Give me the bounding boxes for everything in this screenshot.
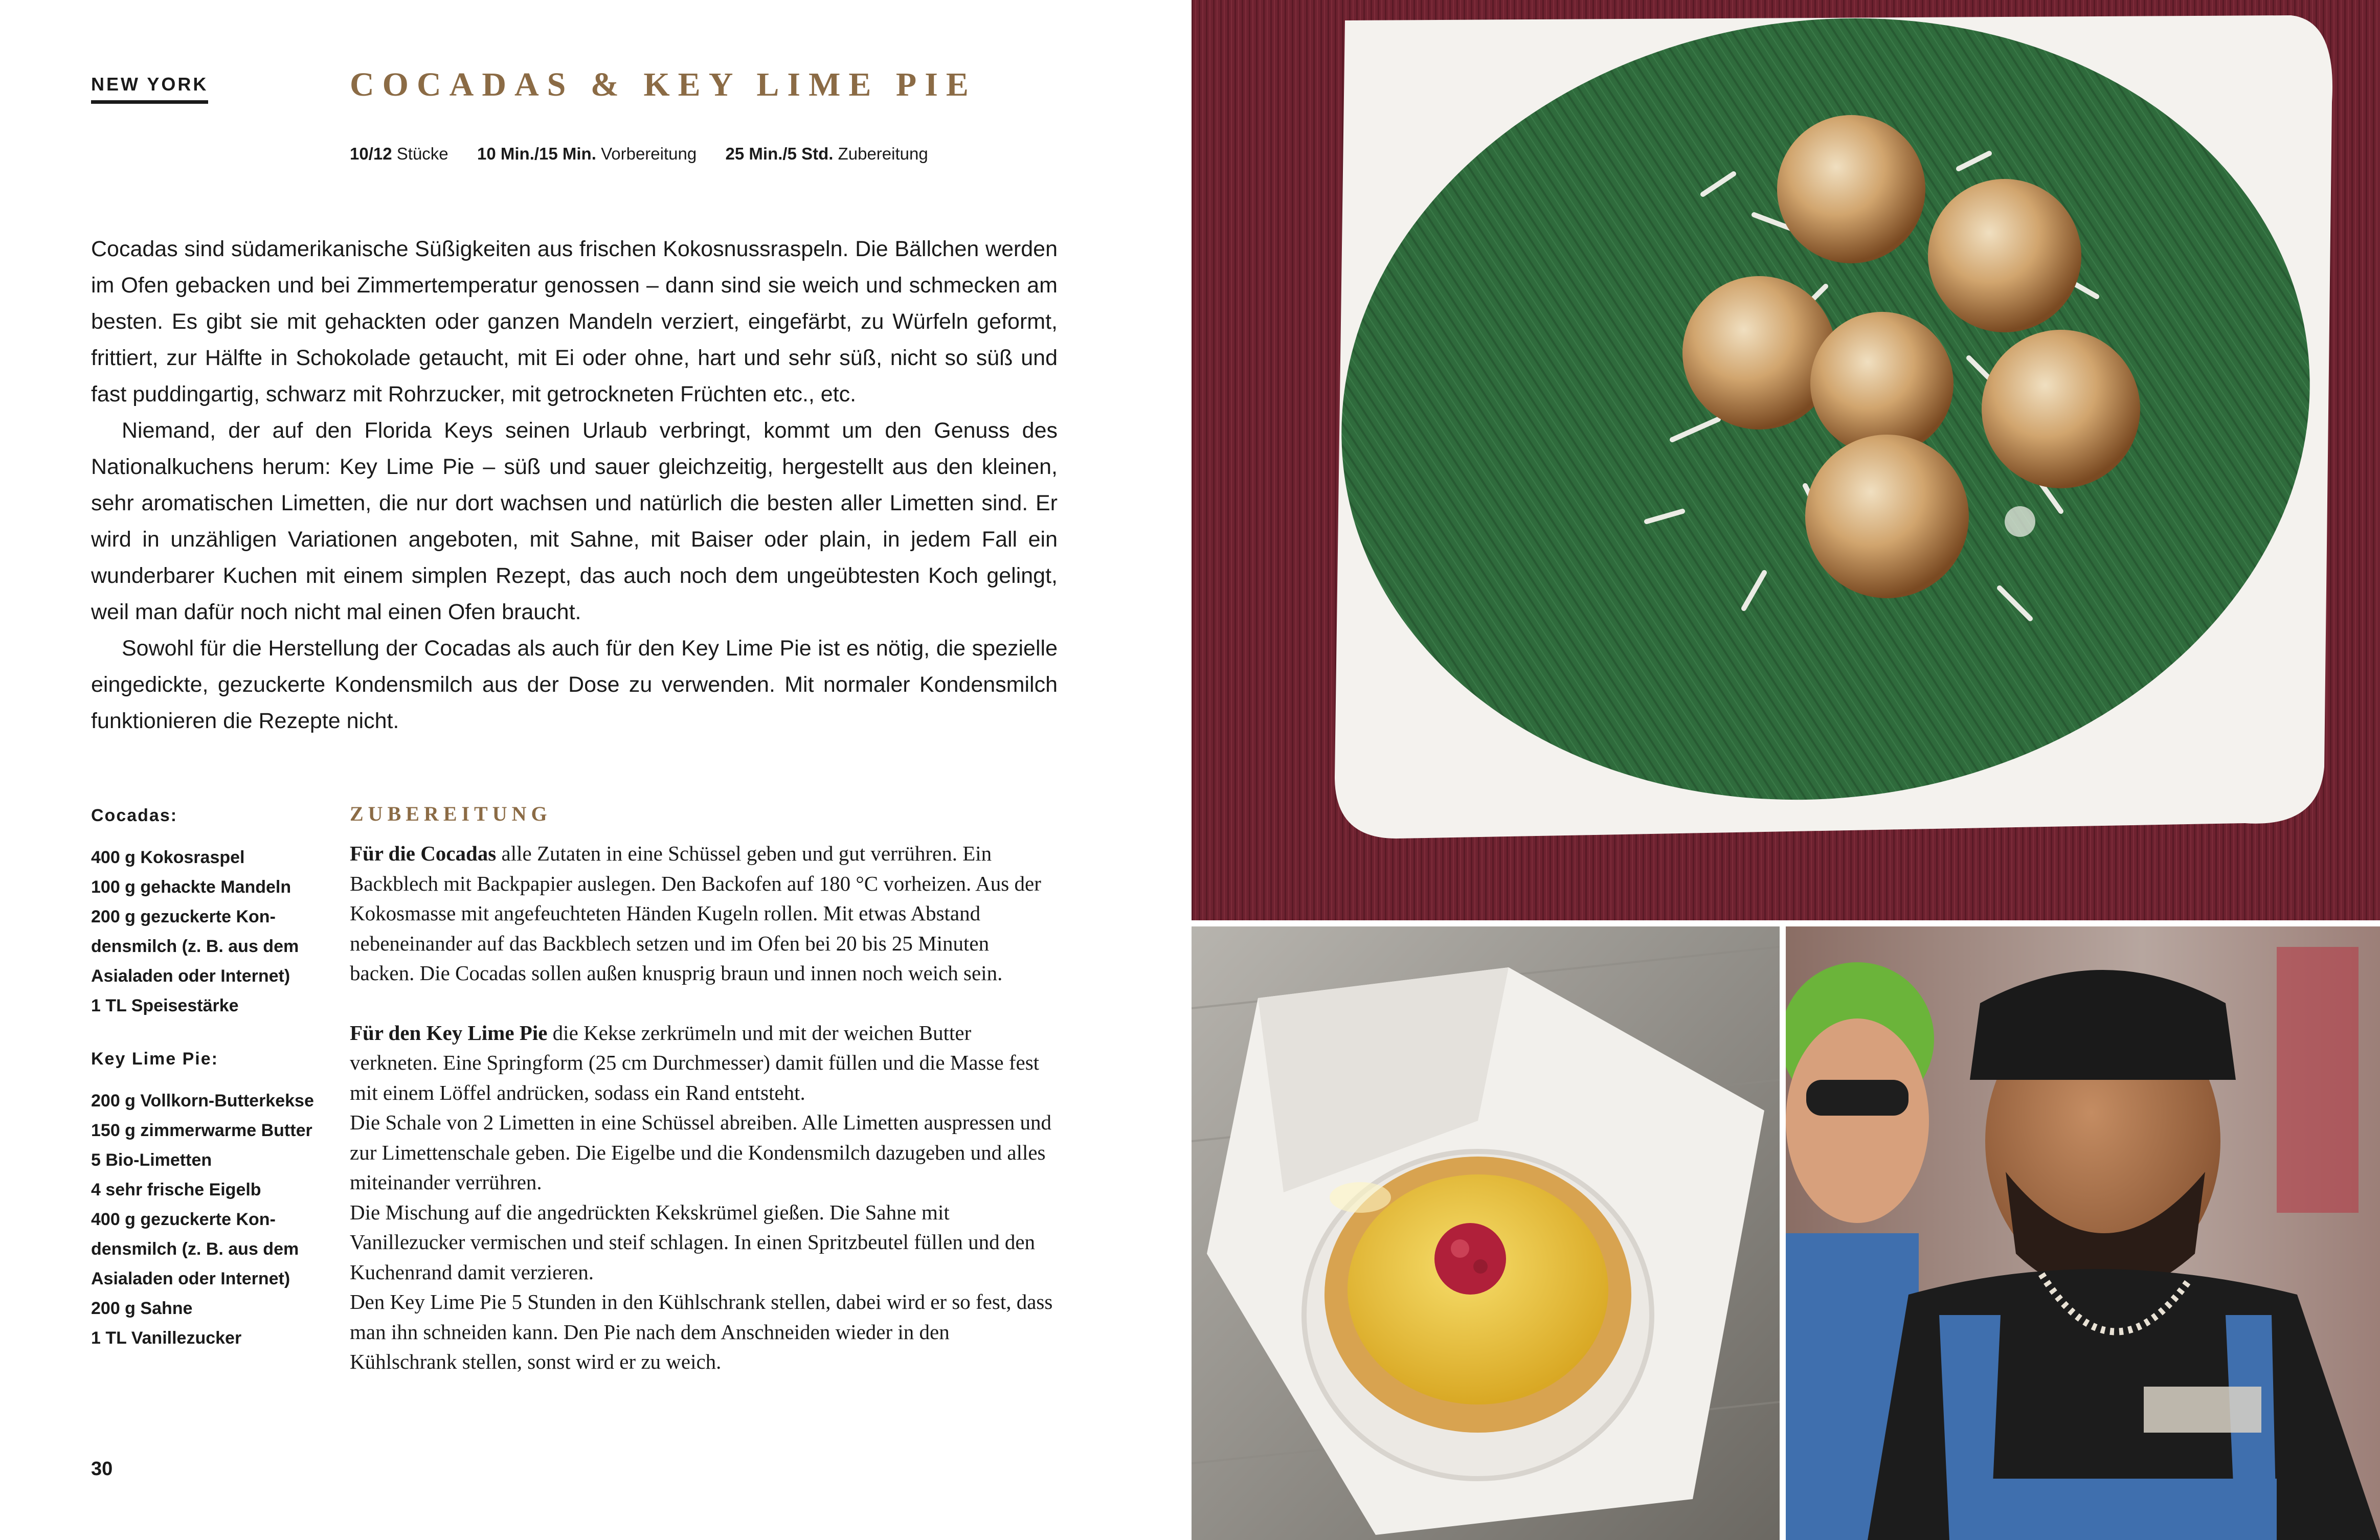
cook-time-value: 25 Min./5 Std. <box>725 144 834 163</box>
recipe-meta <box>350 144 928 164</box>
cook-time-unit: Zubereitung <box>838 144 928 163</box>
key-lime-pie-photo <box>1192 926 1780 1540</box>
yield-value: 10/12 <box>350 144 392 163</box>
ingredients-list-pie <box>91 1086 336 1353</box>
intro-paragraph: Niemand, der auf den Florida Keys seinen Urlaub verbringt, kommt um den Genuss des Nationalkuchens herum: Key Lime Pie – süß und sauer gleichzeitig, hergestellt aus den kleinen, sehr aromatischen Limetten, die nur dort wachsen und natürlich die besten aller Limetten sind. Er wird in unzähligen Variationen angeboten, mit Sahne, mit Baiser oder plain, in jedem Fall ein wunderbarer Kuchen mit einem simplen Rezept, das auch noch dem ungeübtesten Koch gelingt, weil man dafür noch nicht mal einen Ofen braucht. <box>91 418 1058 624</box>
ingredient-item: 4 sehr frische Eigelb <box>91 1180 261 1199</box>
ingredients-column <box>91 801 336 1353</box>
preparation-step: Die Schale von 2 Limetten in eine Schüssel abreiben. Alle Limetten auspressen und zur Limettenschale geben. Die Eigelbe und die Kondensmilch dazugeben und alles miteinander verrühren. <box>350 1111 1051 1194</box>
section-label: NEW YORK <box>91 74 208 104</box>
preparation-step-cocadas: Für die Cocadas alle Zutaten in eine Schüssel geben und gut verrühren. Ein Backblech mit Backpapier auslegen. Den Backofen auf 180 °C vorheizen. Aus der Kokosmasse mit angefeuchteten Händen Kugeln rollen. Mit etwas Abstand nebeneinander auf das Backblech setzen und im Ofen bei 20 bis 25 Minuten backen. Die Cocadas sollen außen knusprig braun und innen noch weich sein. <box>350 842 1041 985</box>
ingredient-item: Asialaden oder Internet) <box>91 966 290 986</box>
preparation-step: Den Key Lime Pie 5 Stunden in den Kühlschrank stellen, dabei wird er so fest, dass man ihn schneiden kann. Den Pie nach dem Anschneiden wieder in den Kühlschrank stellen, sonst wird er zu weich. <box>350 1290 1053 1373</box>
ingredient-item: 200 g Sahne <box>91 1299 193 1318</box>
ingredients-heading-cocadas: Cocadas: <box>91 806 178 825</box>
ingredient-item: Asialaden oder Internet) <box>91 1269 290 1288</box>
intro-paragraph: Cocadas sind südamerikanische Süßigkeiten aus frischen Kokosnussraspeln. Die Bällchen werden im Ofen gebacken und bei Zimmertemperatur genossen – dann sind sie weich und schmecken am besten. Es gibt sie mit gehackten oder ganzen Mandeln verziert, eingefärbt, zu Würfeln geformt, frittiert, zur Hälfte in Schokolade getaucht, mit Ei oder ohne, hart und sehr süß, nicht so süß und fast puddingartig, schwarz mit Rohrzucker, mit getrockneten Früchten etc., etc. <box>91 237 1058 406</box>
yield-unit: Stücke <box>396 144 448 163</box>
intro-paragraph: Sowohl für die Herstellung der Cocadas als auch für den Key Lime Pie ist es nötig, die spezielle eingedickte, gezuckerte Kondensmilch aus der Dose zu verwenden. Mit normaler Kondensmilch funktionieren die Rezepte nicht. <box>91 636 1058 733</box>
step-lead: Für die Cocadas <box>350 842 497 865</box>
ingredient-item: 400 g Kokosraspel <box>91 848 245 867</box>
intro-text <box>91 231 1058 739</box>
ingredient-item: 1 TL Speisestärke <box>91 996 239 1015</box>
preparation-heading: ZUBEREITUNG <box>350 802 552 825</box>
step-lead: Für den Key Lime Pie <box>350 1021 548 1045</box>
recipe-title: COCADAS & KEY LIME PIE <box>350 66 977 103</box>
ingredient-item: 200 g gezuckerte Kon- <box>91 907 276 926</box>
ingredient-item: 5 Bio-Limetten <box>91 1150 212 1170</box>
ingredient-item: densmilch (z. B. aus dem <box>91 937 299 956</box>
ingredient-item: 100 g gehackte Mandeln <box>91 877 291 897</box>
cocadas-photo <box>1192 0 2380 920</box>
ingredient-item: densmilch (z. B. aus dem <box>91 1239 299 1259</box>
preparation-step-pie: Für den Key Lime Pie die Kekse zerkrümeln und mit der weichen Butter verkneten. Eine Springform (25 cm Durchmesser) damit füllen und die Masse fest mit einem Löffel andrücken, sodass ein Rand entsteht. <box>350 1021 1040 1104</box>
prep-time-value: 10 Min./15 Min. <box>477 144 596 163</box>
vendor-photo <box>1786 926 2380 1540</box>
preparation-step: Die Mischung auf die angedrückten Kekskrümel gießen. Die Sahne mit Vanillezucker vermischen und steif schlagen. In einen Spritzbeutel füllen und den Kuchenrand damit verzieren. <box>350 1200 1036 1284</box>
page-number: 30 <box>91 1458 113 1480</box>
preparation-text <box>350 839 1056 1377</box>
ingredient-item: 150 g zimmerwarme Butter <box>91 1121 312 1140</box>
prep-time-unit: Vorbereitung <box>601 144 697 163</box>
ingredient-item: 400 g gezuckerte Kon- <box>91 1210 276 1229</box>
ingredients-list-cocadas <box>91 843 336 1021</box>
right-page <box>1192 0 2380 1540</box>
ingredients-heading-pie: Key Lime Pie: <box>91 1049 218 1069</box>
ingredient-item: 200 g Vollkorn-Butterkekse <box>91 1091 314 1111</box>
ingredient-item: 1 TL Vanillezucker <box>91 1328 242 1348</box>
